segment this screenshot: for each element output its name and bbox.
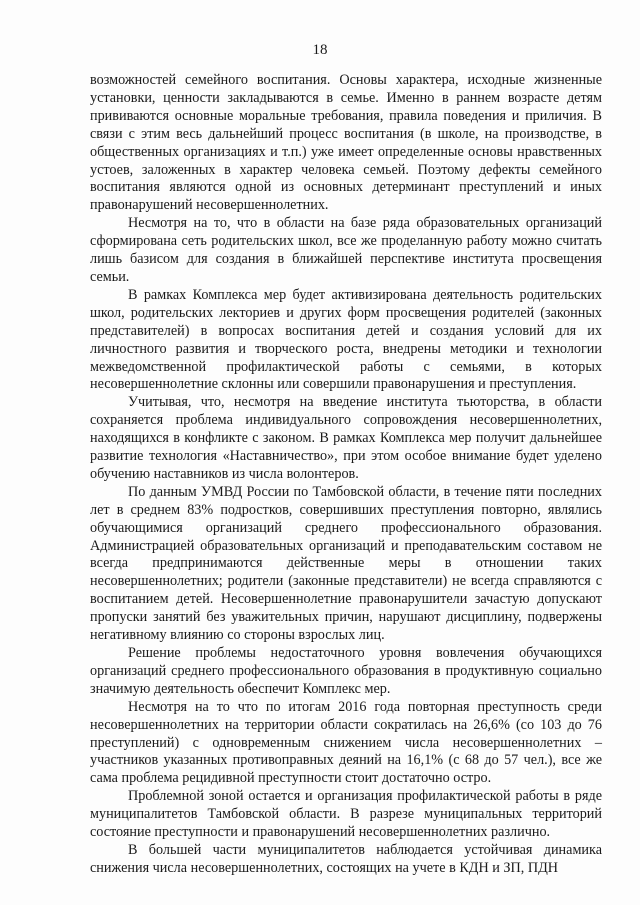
paragraph: Решение проблемы недостаточного уровня вовлечения обучающихся организаций среднего профессионального образования в продуктивную социально значимую деятельность обеспечит Комплекс мер. xyxy=(90,645,602,697)
paragraph: Несмотря на то что по итогам 2016 года повторная преступность среди несовершеннолетних на территории области сократилась на 26,6% (со 103 до 76 преступлений) с одновременным снижением числа несовершеннолетних – участников указанных противоправных деяний на 16,1% (с 68 до 57 чел.), все же сама проблема рецидивной преступности стоит достаточно остро. xyxy=(90,698,602,787)
paragraph: По данным УМВД России по Тамбовской области, в течение пяти последних лет в среднем 83% подростков, совершивших преступления повторно, являлись обучающимися организаций среднего профессионального образования. Администрацией образовательных организаций и преподавательским составом не всегда предпринимаются действенные меры в отношении таких несовершеннолетних; родители (законные представители) не всегда справляются с воспитанием детей. Несовершеннолетние правонарушители зачастую допускают пропуски занятий без уважительных причин, нарушают дисциплину, подвержены негативному влиянию со стороны взрослых лиц. xyxy=(90,483,602,644)
paragraph: В большей части муниципалитетов наблюдается устойчивая динамика снижения числа несовершеннолетних, состоящих на учете в КДН и ЗП, ПДН xyxy=(90,841,602,876)
body-text xyxy=(90,72,602,878)
paragraph: Несмотря на то, что в области на базе ряда образовательных организаций сформирована сеть родительских школ, все же проделанную работу можно считать лишь базисом для создания в ближайшей перспективе института просвещения семьи. xyxy=(90,215,602,285)
paragraph: В рамках Комплекса мер будет активизирована деятельность родительских школ, родительских лекториев и других форм просвещения родителей (законных представителей) в вопросах воспитания детей и создания условий для их личностного развития и творческого роста, внедрены методики и технологии межведомственной профилактической работы с семьями, в которых несовершеннолетние склонны или совершили правонарушения и преступления. xyxy=(90,286,602,393)
paragraph: возможностей семейного воспитания. Основы характера, исходные жизненные установки, ценности закладываются в семье. Именно в раннем возрасте детям прививаются основные моральные требования, правила поведения и приличия. В связи с этим весь дальнейший процесс воспитания (в школе, на производстве, в общественных организациях и т.п.) уже имеет определенные основы нравственных устоев, заложенных в характер человека семьей. Поэтому дефекты семейного воспитания являются одной из основных детерминант преступлений и иных правонарушений несовершеннолетних. xyxy=(90,72,602,214)
paragraph: Проблемной зоной остается и организация профилактической работы в ряде муниципалитетов Тамбовской области. В разрезе муниципальных территорий состояние преступности и правонарушений несовершеннолетних различно. xyxy=(90,788,602,841)
paragraph: Учитывая, что, несмотря на введение института тьюторства, в области сохраняется проблема индивидуального сопровождения несовершеннолетних, находящихся в конфликте с законом. В рамках Комплекса мер получит дальнейшее развитие технология «Наставничество», при этом особое внимание будет уделено обучению наставников из числа волонтеров. xyxy=(90,394,602,482)
page-number: 18 xyxy=(312,42,328,58)
